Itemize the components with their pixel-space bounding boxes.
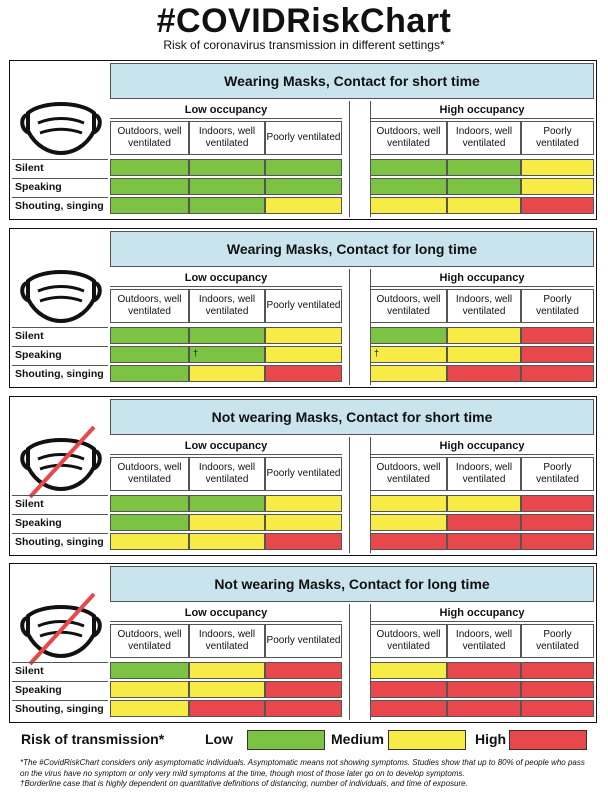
risk-cell-high [521, 533, 594, 550]
row-label: Speaking [12, 681, 108, 698]
risk-cell-medium [189, 533, 265, 550]
footnotes [20, 758, 590, 790]
no-mask-icon [18, 419, 104, 505]
legend-title: Risk of transmission* [21, 731, 165, 747]
risk-cell-low [110, 662, 189, 679]
row-label: Shouting, singing [12, 533, 108, 550]
risk-cell-high [521, 700, 594, 717]
risk-cell-low [110, 159, 189, 176]
chart-title: #COVIDRiskChart [156, 2, 452, 40]
row-label: Silent [12, 662, 108, 679]
risk-cell-medium [265, 346, 342, 363]
risk-cell-low [447, 178, 521, 195]
legend-label-high: High [475, 731, 507, 747]
risk-cell-medium [189, 681, 265, 698]
footnote-asymptomatic: *The #CovidRiskChart considers only asymptomatic individuals. Asymptomatic means not showing symptoms. Studies show that up to 80% of people who pass on the virus have no symptom or only very mild symptoms at the time, though most of those later go on to develop symptoms. [20, 758, 585, 778]
risk-cell-medium [265, 514, 342, 531]
no-mask-icon [18, 586, 104, 672]
risk-cell-low [110, 365, 189, 382]
risk-cell-low [110, 197, 189, 214]
column-gap [349, 437, 371, 553]
risk-cell-medium [370, 662, 447, 679]
column-header: Indoors, well ventilated [189, 121, 265, 155]
column-header: Poorly ventilated [265, 624, 342, 658]
column-header: Indoors, well ventilated [447, 289, 521, 323]
column-gap [349, 101, 371, 217]
risk-cell-high [447, 533, 521, 550]
column-header: Outdoors, well ventilated [110, 457, 189, 491]
risk-cell-medium [370, 365, 447, 382]
risk-panel [9, 563, 597, 723]
risk-cell-low [265, 178, 342, 195]
risk-cell-high [447, 662, 521, 679]
panel-title: Not wearing Masks, Contact for long time [110, 566, 594, 602]
risk-cell-high [447, 681, 521, 698]
occupancy-label-low: Low occupancy [110, 270, 342, 287]
risk-cell-high [265, 700, 342, 717]
risk-cell-high [265, 533, 342, 550]
panel-title: Wearing Masks, Contact for long time [110, 231, 594, 267]
occupancy-label-low: Low occupancy [110, 438, 342, 455]
risk-cell-medium [521, 178, 594, 195]
row-label: Silent [12, 159, 108, 176]
risk-cell-high [265, 681, 342, 698]
risk-cell-medium [521, 159, 594, 176]
risk-cell-medium [447, 327, 521, 344]
column-header: Indoors, well ventilated [447, 624, 521, 658]
occupancy-label-high: High occupancy [370, 270, 594, 287]
risk-cell-high [521, 514, 594, 531]
risk-cell-low [370, 327, 447, 344]
column-header: Poorly ventilated [265, 121, 342, 155]
risk-cell-high [370, 533, 447, 550]
column-header: Poorly ventilated [521, 457, 594, 491]
risk-cell-low [189, 197, 265, 214]
risk-cell-high [521, 327, 594, 344]
legend-swatch-low [247, 730, 325, 750]
legend-label-low: Low [205, 731, 233, 747]
column-header: Poorly ventilated [521, 121, 594, 155]
risk-cell-high [447, 365, 521, 382]
risk-cell-low [110, 346, 189, 363]
row-label: Speaking [12, 514, 108, 531]
mask-icon [18, 251, 104, 337]
occupancy-label-high: High occupancy [370, 605, 594, 622]
risk-cell-medium [110, 681, 189, 698]
risk-cell-medium [110, 533, 189, 550]
occupancy-label-high: High occupancy [370, 102, 594, 119]
risk-cell-high [521, 681, 594, 698]
risk-cell-high [521, 662, 594, 679]
risk-cell-medium [189, 514, 265, 531]
risk-cell-medium [189, 365, 265, 382]
row-label: Silent [12, 327, 108, 344]
risk-cell-medium [110, 700, 189, 717]
risk-cell-high [265, 662, 342, 679]
risk-cell-medium [265, 327, 342, 344]
column-header: Indoors, well ventilated [189, 289, 265, 323]
risk-cell-medium [370, 514, 447, 531]
column-header: Poorly ventilated [265, 457, 342, 491]
row-label: Shouting, singing [12, 197, 108, 214]
risk-cell-medium [370, 495, 447, 512]
risk-cell-medium [447, 197, 521, 214]
row-label: Speaking [12, 178, 108, 195]
legend-label-medium: Medium [331, 731, 384, 747]
risk-cell-medium [189, 662, 265, 679]
legend [9, 726, 599, 756]
risk-cell-low [110, 514, 189, 531]
risk-panel [9, 60, 597, 220]
risk-cell-high [189, 700, 265, 717]
risk-cell-high [521, 495, 594, 512]
risk-cell-low [370, 159, 447, 176]
column-header: Outdoors, well ventilated [110, 121, 189, 155]
panel-title: Wearing Masks, Contact for short time [110, 63, 594, 99]
column-header: Outdoors, well ventilated [370, 457, 447, 491]
risk-cell-high [265, 365, 342, 382]
risk-cell-high [521, 197, 594, 214]
column-header: Outdoors, well ventilated [370, 121, 447, 155]
risk-cell-low [189, 327, 265, 344]
risk-cell-high [447, 700, 521, 717]
row-label: Shouting, singing [12, 700, 108, 717]
risk-cell-high [521, 346, 594, 363]
occupancy-label-low: Low occupancy [110, 102, 342, 119]
column-header: Indoors, well ventilated [189, 457, 265, 491]
footnote-borderline: †Borderline case that is highly dependent on quantitative definitions of distancing, number of individuals, and time of exposure. [20, 779, 468, 788]
risk-cell-low [110, 327, 189, 344]
mask-icon [18, 83, 104, 169]
panel-title: Not wearing Masks, Contact for short time [110, 399, 594, 435]
risk-cell-medium [370, 197, 447, 214]
risk-panel [9, 228, 597, 388]
risk-cell-low [110, 178, 189, 195]
column-gap [349, 269, 371, 385]
row-label: Shouting, singing [12, 365, 108, 382]
risk-cell-medium [265, 495, 342, 512]
risk-cell-low [370, 178, 447, 195]
column-header: Outdoors, well ventilated [370, 289, 447, 323]
column-header: Outdoors, well ventilated [370, 624, 447, 658]
risk-cell-low [189, 178, 265, 195]
column-header: Indoors, well ventilated [447, 457, 521, 491]
column-header: Indoors, well ventilated [189, 624, 265, 658]
column-header: Outdoors, well ventilated [110, 624, 189, 658]
risk-cell-medium [265, 197, 342, 214]
occupancy-label-low: Low occupancy [110, 605, 342, 622]
risk-cell-medium: † [370, 346, 447, 363]
risk-cell-low: † [189, 346, 265, 363]
risk-cell-low [447, 159, 521, 176]
column-gap [349, 604, 371, 720]
column-header: Indoors, well ventilated [447, 121, 521, 155]
risk-cell-high [521, 365, 594, 382]
row-label: Speaking [12, 346, 108, 363]
chart-subtitle: Risk of coronavirus transmission in different settings* [163, 38, 445, 52]
legend-swatch-medium [388, 730, 466, 750]
risk-cell-high [447, 514, 521, 531]
risk-cell-medium [447, 495, 521, 512]
column-header: Outdoors, well ventilated [110, 289, 189, 323]
occupancy-label-high: High occupancy [370, 438, 594, 455]
risk-cell-low [265, 159, 342, 176]
column-header: Poorly ventilated [265, 289, 342, 323]
risk-cell-low [189, 495, 265, 512]
risk-cell-low [110, 495, 189, 512]
risk-cell-high [370, 681, 447, 698]
risk-cell-low [189, 159, 265, 176]
legend-swatch-high [509, 730, 587, 750]
column-header: Poorly ventilated [521, 289, 594, 323]
risk-cell-medium [447, 346, 521, 363]
risk-panel [9, 396, 597, 556]
row-label: Silent [12, 495, 108, 512]
risk-cell-high [370, 700, 447, 717]
column-header: Poorly ventilated [521, 624, 594, 658]
